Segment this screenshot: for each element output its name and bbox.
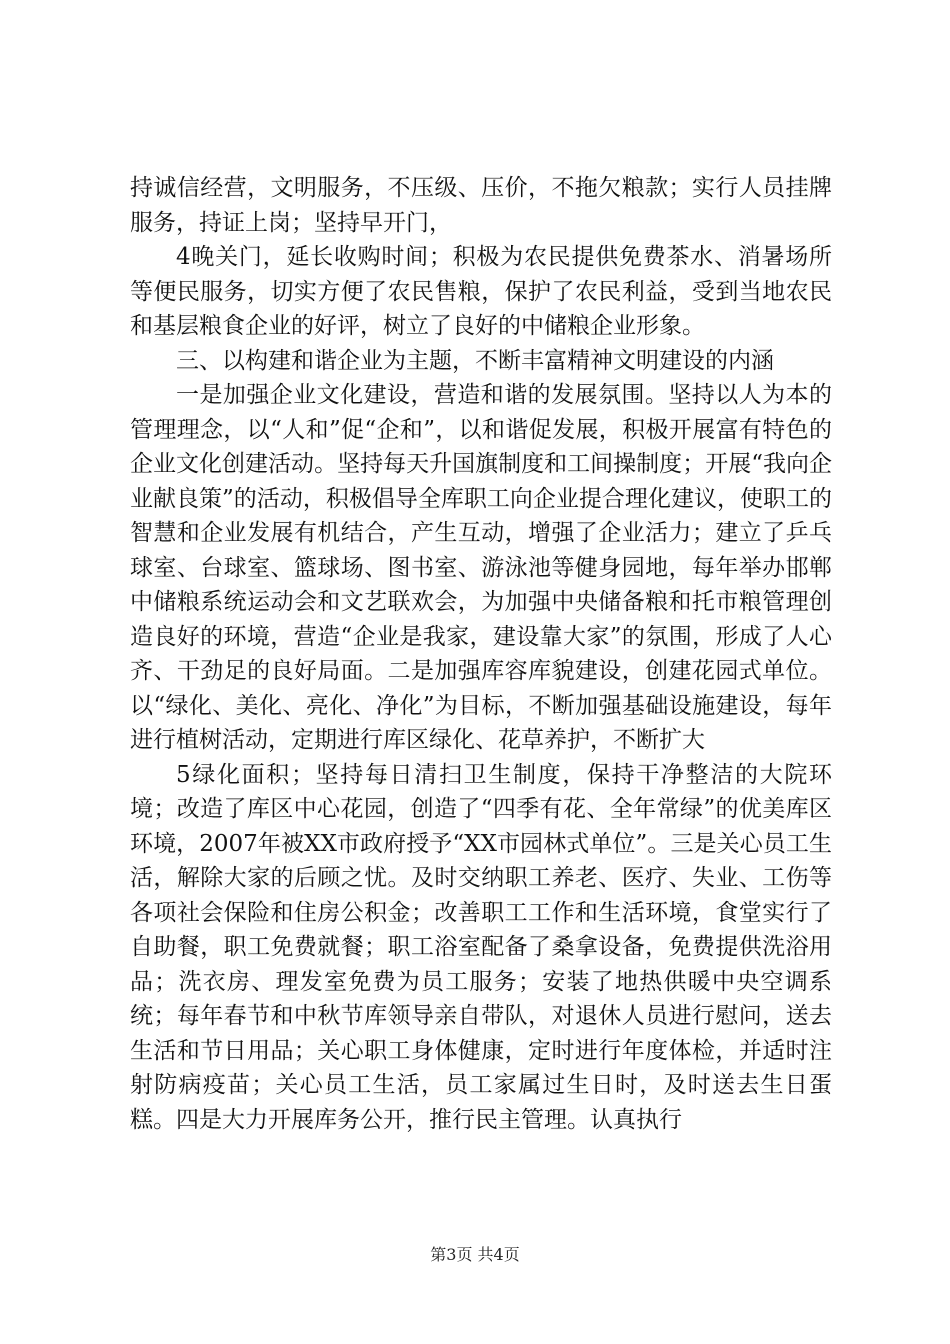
document-body bbox=[130, 171, 832, 1137]
paragraph-2: 4晚关门，延长收购时间；积极为农民提供免费茶水、消暑场所等便民服务，切实方便了农民售粮，保护了农民利益，受到当地农民和基层粮食企业的好评，树立了良好的中储粮企业形象。 bbox=[130, 244, 832, 339]
paragraph-3: 一是加强企业文化建设，营造和谐的发展氛围。坚持以人为本的管理理念，以“人和”促“企和”，以和谐促发展，积极开展富有特色的企业文化创建活动。坚持每天升国旗制度和工间操制度；开展“我向企业献良策”的活动，积极倡导全库职工向企业提合理化建议，使职工的智慧和企业发展有机结合，产生互动，增强了企业活力；建立了乒乓球室、台球室、篮球场、图书室、游泳池等健身园地，每年举办邯郸中储粮系统运动会和文艺联欢会，为加强中央储备粮和托市粮管理创造良好的环境，营造“企业是我家，建设靠大家”的氛围，形成了人心齐、干劲足的良好局面。二是加强库容库貌建设，创建花园式单位。以“绿化、美化、亮化、净化”为目标，不断加强基础设施建设，每年进行植树活动，定期进行库区绿化、花草养护，不断扩大 bbox=[130, 382, 832, 753]
paragraph-4: 5绿化面积；坚持每日清扫卫生制度，保持干净整洁的大院环境；改造了库区中心花园，创造了“四季有花、全年常绿”的优美库区环境，2007年被XX市政府授予“XX市园林式单位”。三是关心员工生活，解除大家的后顾之忧。及时交纳职工养老、医疗、失业、工伤等各项社会保险和住房公积金；改善职工工作和生活环境，食堂实行了自助餐，职工免费就餐；职工浴室配备了桑拿设备，免费提供洗浴用品；洗衣房、理发室免费为员工服务；安装了地热供暖中央空调系统；每年春节和中秋节库领导亲自带队，对退休人员进行慰问，送去生活和节日用品；关心职工身体健康，定时进行年度体检，并适时注射防病疫苗；关心员工生活，员工家属过生日时，及时送去生日蛋糕。四是大力开展库务公开，推行民主管理。认真执行 bbox=[130, 761, 832, 1133]
page-footer: 第3页 共4页 bbox=[430, 1245, 520, 1264]
section-heading: 三、以构建和谐企业为主题，不断丰富精神文明建设的内涵 bbox=[176, 347, 774, 374]
paragraph-1: 持诚信经营，文明服务，不压级、压价，不拖欠粮款；实行人员挂牌服务，持证上岗；坚持早开门， bbox=[130, 175, 832, 236]
